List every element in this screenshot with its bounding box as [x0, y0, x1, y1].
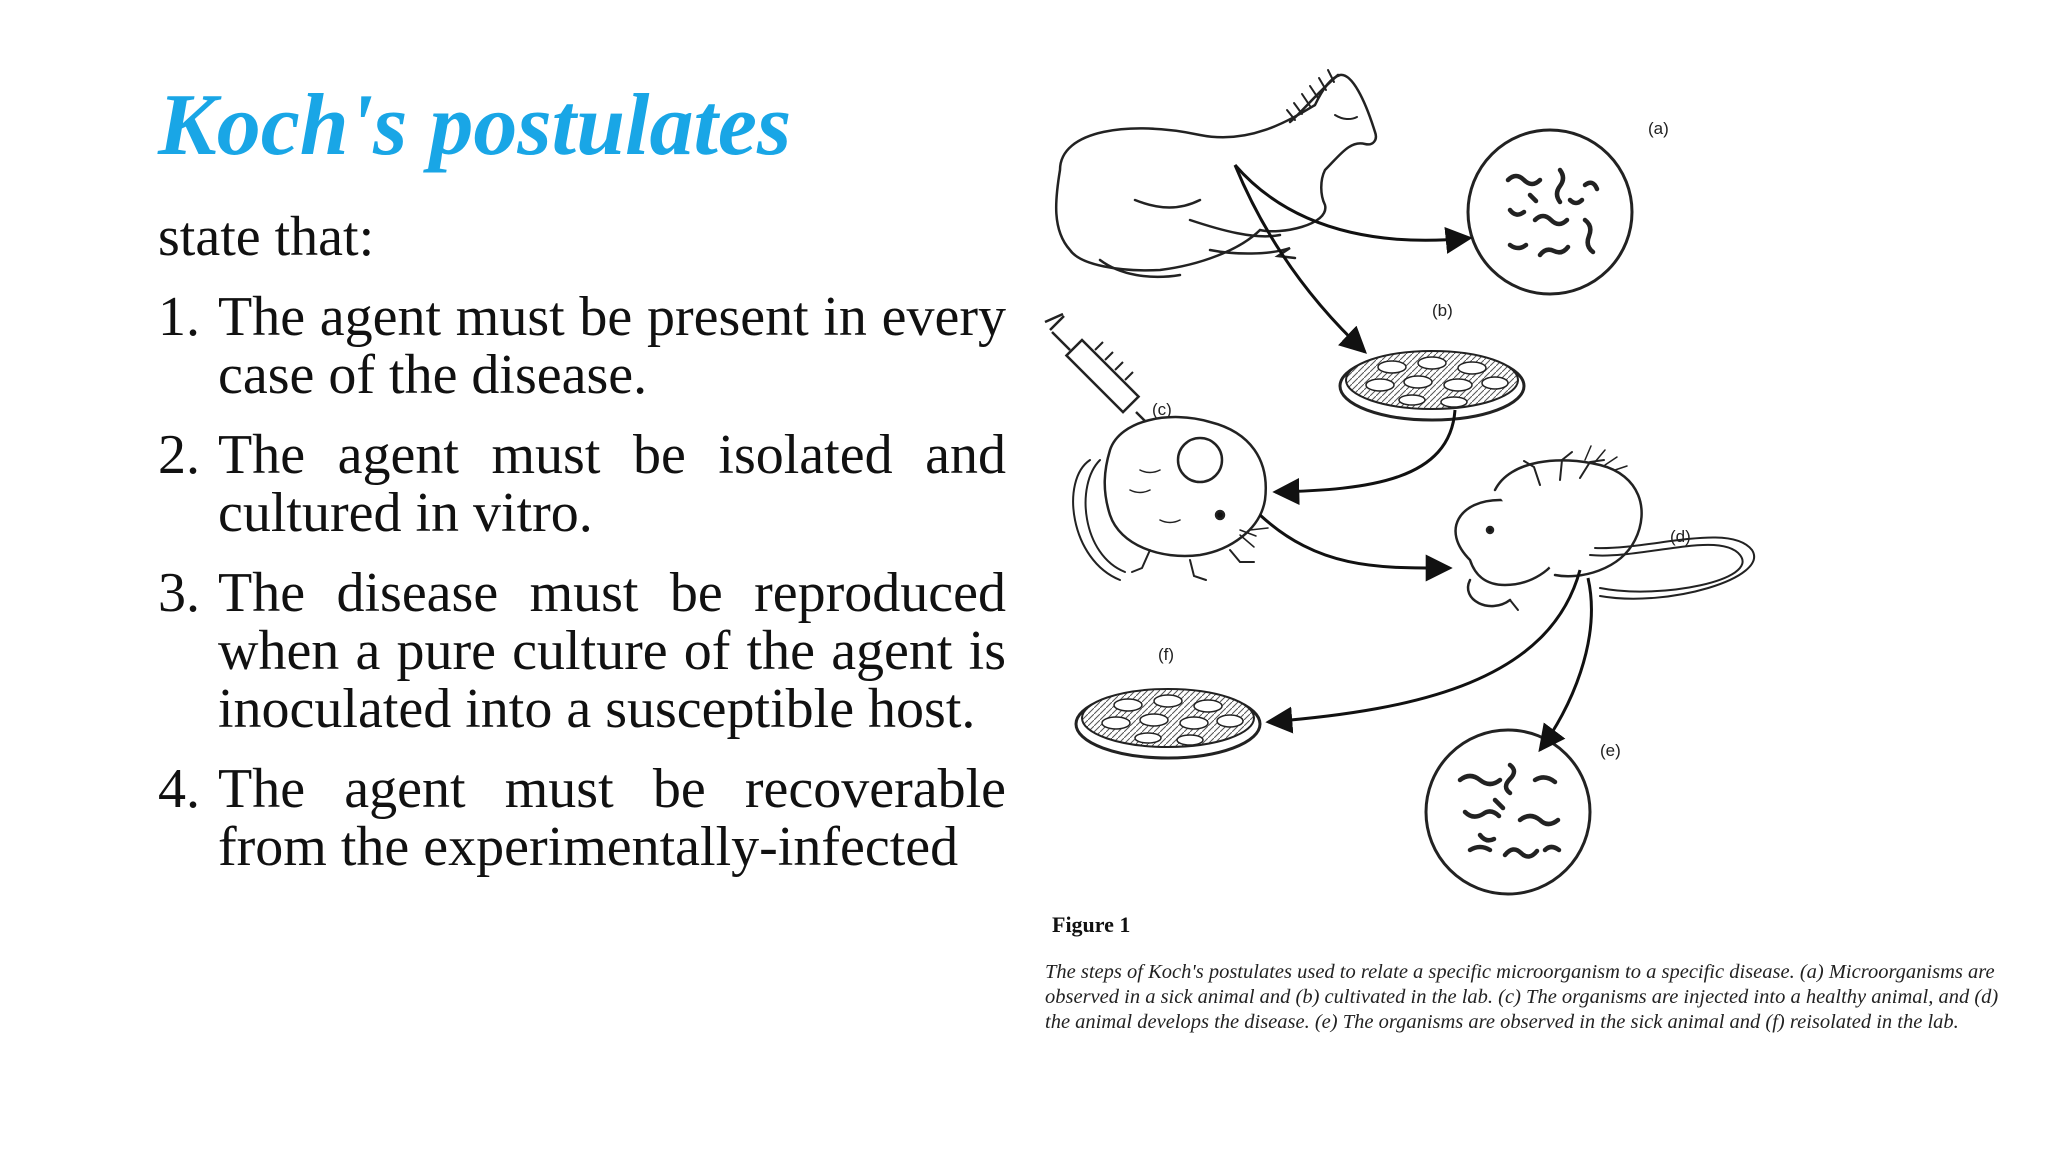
- step-label-f: (f): [1158, 645, 1175, 664]
- postulate-2: [158, 426, 1006, 542]
- postulate-number: 2.: [158, 424, 200, 486]
- postulate-1: [158, 288, 1006, 404]
- sick-mouse-drawing: [1456, 446, 1755, 610]
- postulate-4: [158, 760, 1006, 876]
- postulate-text: The disease must be reproduced when a pure culture of the agent is inoculated into a susceptible host.: [218, 562, 1006, 740]
- petri-dish-f: [1076, 689, 1260, 758]
- postulate-text: The agent must be recoverable from the experimentally-infected: [218, 758, 1006, 878]
- petri-dish-b: [1340, 351, 1524, 420]
- step-label-d: (d): [1670, 527, 1691, 546]
- figure-label: Figure 1: [1052, 912, 1131, 937]
- sick-foal-drawing: [1056, 70, 1376, 277]
- step-label-b: (b): [1432, 301, 1453, 320]
- koch-postulates-illustration: [1040, 60, 2030, 900]
- syringe-drawing: [1045, 314, 1158, 434]
- arrow-mouse-to-sick-mouse: [1260, 515, 1450, 568]
- postulate-text: The agent must be isolated and cultured in vitro.: [218, 424, 1006, 544]
- healthy-mouse-drawing: [1073, 417, 1268, 580]
- step-label-a: (a): [1648, 119, 1669, 138]
- step-label-e: (e): [1600, 741, 1621, 760]
- postulate-number: 4.: [158, 758, 200, 820]
- postulate-number: 1.: [158, 286, 200, 348]
- slide-title: Koch's postulates: [158, 77, 792, 174]
- postulate-text: The agent must be present in every case of the disease.: [218, 286, 1006, 406]
- postulate-3: [158, 564, 1006, 738]
- arrow-dish-to-mouse: [1275, 410, 1455, 492]
- intro-text: state that:: [158, 206, 375, 268]
- figure-caption: The steps of Koch's postulates used to relate a specific microorganism to a specific disease. (a) Microorganisms are observed in a sick animal and (b) cultivated in the lab. (c) The organisms are injected into a healthy animal, and (d) the animal develops the disease. (e) The organisms are observed in the sick animal and (f) reisolated in the lab.: [1045, 961, 1999, 1033]
- step-label-c: (c): [1152, 400, 1172, 419]
- arrow-sick-mouse-to-dish: [1268, 570, 1580, 722]
- postulates-list: [158, 288, 1006, 898]
- micrograph-a: [1468, 130, 1632, 294]
- micrograph-e: [1426, 730, 1590, 894]
- postulate-number: 3.: [158, 562, 200, 624]
